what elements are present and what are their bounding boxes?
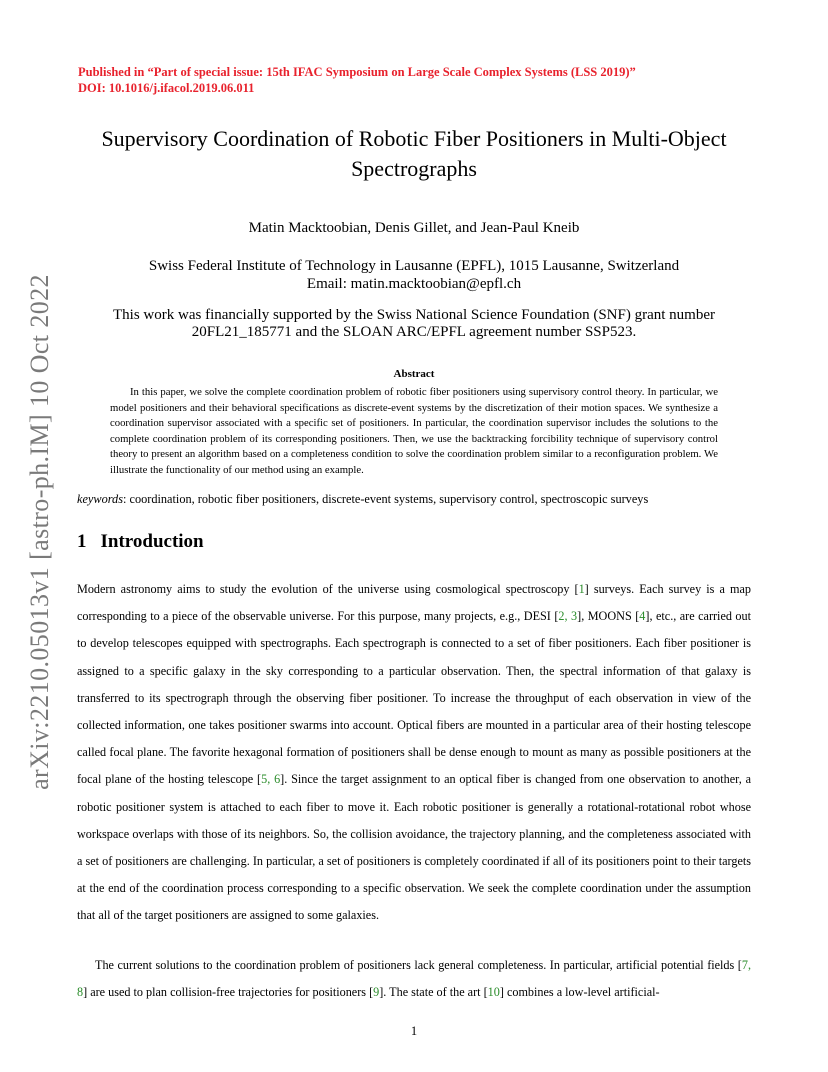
text-run: , MOONS (581, 609, 636, 624)
paper-title (60, 124, 768, 184)
page-number: 1 (410, 1024, 418, 1038)
funding-line1: This work was financially supported by the Swiss National Science Foundation (SNF) grant number (113, 307, 715, 323)
keywords (77, 492, 757, 507)
funding-note (76, 307, 752, 341)
abstract-body: In this paper, we solve the complete coordination problem of robotic fiber positioners using supervisory control theory. In particular, we model positioners and their behavioral specifications as discrete-event systems by the discretization of their motion spaces. We synthesize a coordination supervisor associated with a specific set of positioners. In particular, the coordination supervisor includes the solutions to the complete coordination problem of its corresponding positioners. Then, we use the backtracking forcibility technique of supervisory control theory to present an algorithm based on a completeness condition to solve the coordination problem similar to a reconfiguration problem. We illustrate the functionality of our method using an example. (110, 386, 718, 476)
keywords-text: : coordination, robotic fiber positioners, discrete-event systems, supervisory control, spectroscopic surveys (123, 492, 649, 506)
keywords-label: keywords (77, 492, 123, 506)
text-run: . The state of the art (383, 985, 484, 1000)
citation-link[interactable]: [ 2, 3 ] (554, 609, 581, 623)
text-run: , etc., are carried out to develop telescopes equipped with spectrographs. Each spectrograph is connected to a set of fiber positioners. Each fiber positioner is assigned to a specific galaxy in the sky corresponding to a particular observation. Then, the spectral information of that galaxy is transferred to its spectrograph through the observing fiber positioner. To increase the throughput of each observation in view of the collected information, one takes positioner swarms into account. Optical fibers are mounted in a particular area of their hosting telescope called focal plane. The favorite hexagonal formation of positioners shall be dense enough to mount as many as possible positioners at the focal plane of the hosting telescope (77, 609, 752, 787)
publication-notice (78, 64, 636, 96)
citation-link[interactable]: [ 9 ] (369, 985, 383, 999)
authors: Matin Macktoobian, Denis Gillet, and Jean-Paul Kneib (248, 220, 580, 236)
text-run: . Since the target assignment to an optical fiber is changed from one observation to another, a robotic positioner system is attached to each fiber to move it. Each robotic positioner is generally a rotational-rotational robot whose workspace overlaps with those of its neighbors. So, the collision avoidance, the trajectory planning, and the completeness associated with a set of positioners are challenging. In particular, a set of positioners is completely coordinated if all of its positioners point to their targets at the end of the coordination process corresponding to a specific observation. We seek the complete coordination under the assumption that all of the target positioners are assigned to some galaxies. (77, 772, 751, 923)
publication-notice-doi: DOI: 10.1016/j.ifacol.2019.06.011 (78, 81, 255, 95)
citation-link[interactable]: [ 1 ] (575, 582, 589, 596)
citation-link[interactable]: [ 4 ] (635, 609, 649, 623)
text-run: combines a low-level artificial- (503, 985, 660, 1000)
section-number: 1 (77, 531, 87, 552)
paper-title-line1: Supervisory Coordination of Robotic Fiber Positioners in Multi-Object (101, 126, 727, 151)
text-run: Modern astronomy aims to study the evolution of the universe using cosmological spectroscopy (77, 582, 575, 596)
text-run: The current solutions to the coordination problem of positioners lack general completeness. In particular, artificial potential fields (95, 958, 738, 972)
section-heading (77, 531, 204, 553)
text-run: surveys. Each survey is a map corresponding to a piece of the observable universe. For this purpose, many projects, e.g., DESI (77, 582, 751, 624)
arxiv-stamp-text: arXiv:2210.05013v1 [astro-ph.IM] 10 Oct 2022 (25, 274, 54, 790)
citation-link[interactable]: [ 7, 8 ] (77, 958, 751, 999)
intro-paragraph-1 (77, 576, 751, 930)
affiliation-email: Email: matin.macktoobian@epfl.ch (306, 276, 522, 292)
funding-line2: 20FL21_185771 and the SLOAN ARC/EPFL agreement number SSP523. (191, 324, 637, 340)
section-title: Introduction (100, 531, 204, 552)
citation-link[interactable]: [ 5, 6 ] (257, 772, 284, 786)
abstract-heading: Abstract (393, 368, 435, 380)
publication-notice-line1: Published in “Part of special issue: 15th IFAC Symposium on Large Scale Complex Systems (LSS 2019)” (78, 65, 636, 79)
intro-paragraph-2 (77, 952, 751, 1006)
affiliation-institution: Swiss Federal Institute of Technology in Lausanne (EPFL), 1015 Lausanne, Switzerland (148, 258, 680, 274)
citation-link[interactable]: [ 10 ] (484, 985, 504, 999)
paper-title-line2: Spectrographs (351, 156, 477, 181)
affiliation (60, 257, 768, 293)
text-run: are used to plan collision-free trajectories for positioners (87, 985, 370, 1000)
